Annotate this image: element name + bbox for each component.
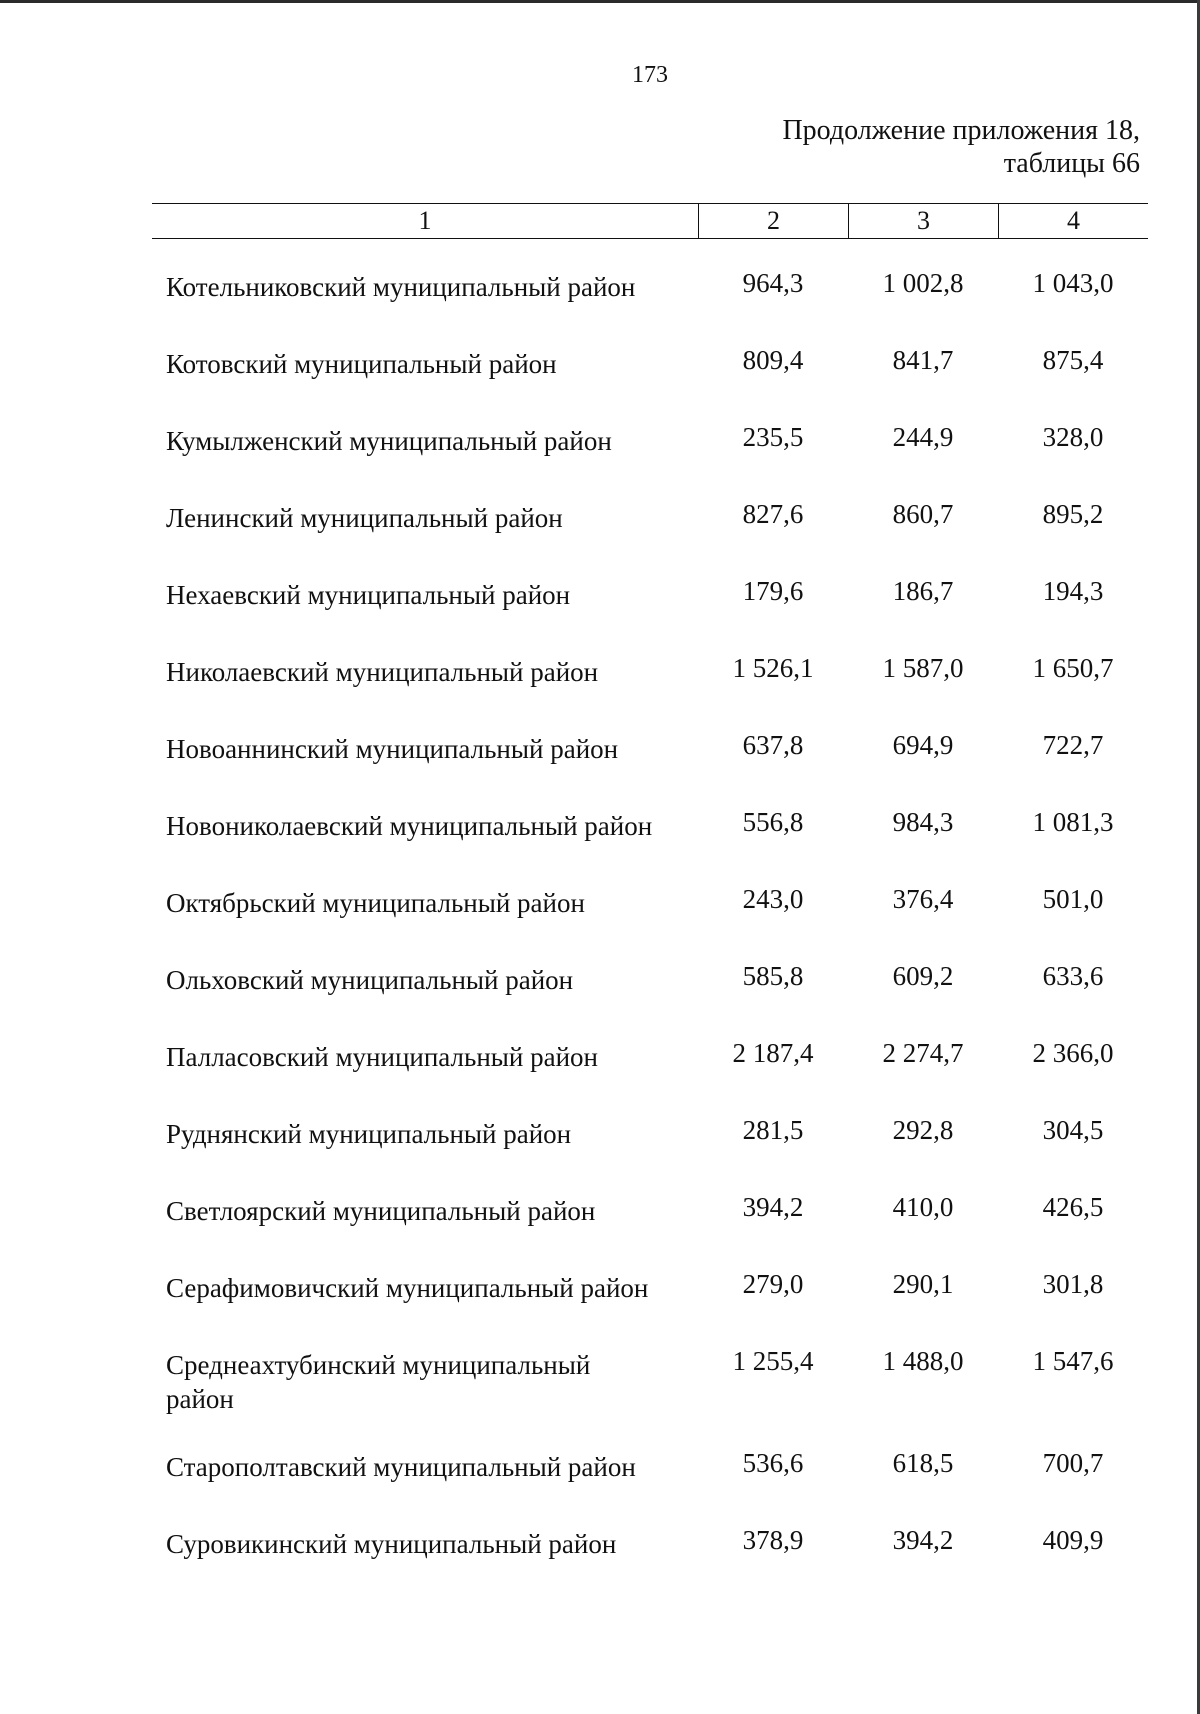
value-col-3: 1 587,0 <box>882 653 964 683</box>
district-name: Руднянский муниципальный район <box>166 1119 572 1149</box>
value-col-3: 694,9 <box>892 730 954 760</box>
value-col-3: 292,8 <box>892 1115 954 1145</box>
table-row <box>152 393 1148 470</box>
value-col-3: 618,5 <box>892 1448 954 1478</box>
value-col-4: 328,0 <box>1042 422 1104 452</box>
value-col-2: 809,4 <box>742 345 804 375</box>
value-col-3: 841,7 <box>892 345 954 375</box>
value-col-3: 860,7 <box>892 499 954 529</box>
value-col-3: 376,4 <box>892 884 954 914</box>
value-col-4: 194,3 <box>1042 576 1104 606</box>
value-col-2: 394,2 <box>742 1192 804 1222</box>
table-row <box>152 1240 1148 1317</box>
table-row <box>152 239 1148 316</box>
value-col-3: 984,3 <box>892 807 954 837</box>
value-col-4: 1 547,6 <box>1032 1346 1114 1376</box>
value-col-4: 633,6 <box>1042 961 1104 991</box>
district-name: Октябрьский муниципальный район <box>166 888 585 918</box>
district-name: Кумылженский муниципальный район <box>166 426 612 456</box>
table-row <box>152 316 1148 393</box>
value-col-4: 875,4 <box>1042 345 1104 375</box>
table-row <box>152 778 1148 855</box>
value-col-2: 179,6 <box>742 576 804 606</box>
continuation-line-2: таблицы 66 <box>1003 148 1140 179</box>
district-name: Николаевский муниципальный район <box>166 657 599 687</box>
table-body <box>152 239 1148 1573</box>
table-header <box>152 203 1148 239</box>
value-col-4: 895,2 <box>1042 499 1104 529</box>
value-col-4: 1 043,0 <box>1032 268 1114 298</box>
value-col-4: 304,5 <box>1042 1115 1104 1145</box>
scan-edge-top <box>0 0 1200 3</box>
value-col-4: 700,7 <box>1042 1448 1104 1478</box>
value-col-4: 501,0 <box>1042 884 1104 914</box>
value-col-2: 378,9 <box>742 1525 804 1555</box>
continuation-line-1: Продолжение приложения 18, <box>782 115 1140 146</box>
value-col-3: 1 002,8 <box>882 268 964 298</box>
value-col-4: 426,5 <box>1042 1192 1104 1222</box>
value-col-2: 827,6 <box>742 499 804 529</box>
value-col-2: 235,5 <box>742 422 804 452</box>
value-col-2: 243,0 <box>742 884 804 914</box>
table-row <box>152 932 1148 1009</box>
value-col-4: 409,9 <box>1042 1525 1104 1555</box>
value-col-2: 281,5 <box>742 1115 804 1145</box>
header-col-3: 3 <box>848 204 998 238</box>
district-name: Котовский муниципальный район <box>166 349 557 379</box>
district-name: Суровикинский муниципальный район <box>166 1529 617 1559</box>
value-col-2: 1 526,1 <box>732 653 814 683</box>
value-col-4: 1 650,7 <box>1032 653 1114 683</box>
district-name: Серафимовичский муниципальный район <box>166 1273 649 1303</box>
value-col-3: 290,1 <box>892 1269 954 1299</box>
value-col-2: 556,8 <box>742 807 804 837</box>
value-col-2: 585,8 <box>742 961 804 991</box>
value-col-2: 637,8 <box>742 730 804 760</box>
table-row <box>152 1163 1148 1240</box>
district-name: Новониколаевский муниципальный район <box>166 811 653 841</box>
table-row <box>152 855 1148 932</box>
value-col-2: 536,6 <box>742 1448 804 1478</box>
header-col-1: 1 <box>418 206 432 235</box>
value-col-4: 301,8 <box>1042 1269 1104 1299</box>
header-col-2: 2 <box>698 204 848 238</box>
value-col-4: 1 081,3 <box>1032 807 1114 837</box>
district-name: Ленинский муниципальный район <box>166 503 563 533</box>
district-name <box>166 1348 706 1416</box>
district-name: Светлоярский муниципальный район <box>166 1196 596 1226</box>
value-col-2: 2 187,4 <box>732 1038 814 1068</box>
district-name-line-2: район <box>166 1384 234 1414</box>
value-col-3: 410,0 <box>892 1192 954 1222</box>
header-col-4: 4 <box>998 204 1148 238</box>
value-col-2: 279,0 <box>742 1269 804 1299</box>
value-col-3: 609,2 <box>892 961 954 991</box>
value-col-4: 2 366,0 <box>1032 1038 1114 1068</box>
table-row <box>152 1496 1148 1573</box>
value-col-3: 394,2 <box>892 1525 954 1555</box>
value-col-4: 722,7 <box>1042 730 1104 760</box>
table-row <box>152 470 1148 547</box>
table-row <box>152 624 1148 701</box>
table-row <box>152 701 1148 778</box>
value-col-3: 2 274,7 <box>882 1038 964 1068</box>
continuation-note <box>782 114 1140 180</box>
page-number: 173 <box>632 62 668 88</box>
district-name: Палласовский муниципальный район <box>166 1042 598 1072</box>
header-row <box>152 203 1148 239</box>
table-row <box>152 1009 1148 1086</box>
district-name: Котельниковский муниципальный район <box>166 272 636 302</box>
table-row <box>152 1419 1148 1496</box>
district-name: Старополтавский муниципальный район <box>166 1452 636 1482</box>
table-row <box>152 547 1148 624</box>
district-name: Нехаевский муниципальный район <box>166 580 571 610</box>
table-row <box>152 1317 1148 1419</box>
district-name-line-1: Среднеахтубинский муниципальный <box>166 1350 591 1380</box>
value-col-2: 964,3 <box>742 268 804 298</box>
district-name: Ольховский муниципальный район <box>166 965 574 995</box>
value-col-3: 1 488,0 <box>882 1346 964 1376</box>
value-col-2: 1 255,4 <box>732 1346 814 1376</box>
table-row <box>152 1086 1148 1163</box>
value-col-3: 244,9 <box>892 422 954 452</box>
value-col-3: 186,7 <box>892 576 954 606</box>
district-name: Новоаннинский муниципальный район <box>166 734 619 764</box>
